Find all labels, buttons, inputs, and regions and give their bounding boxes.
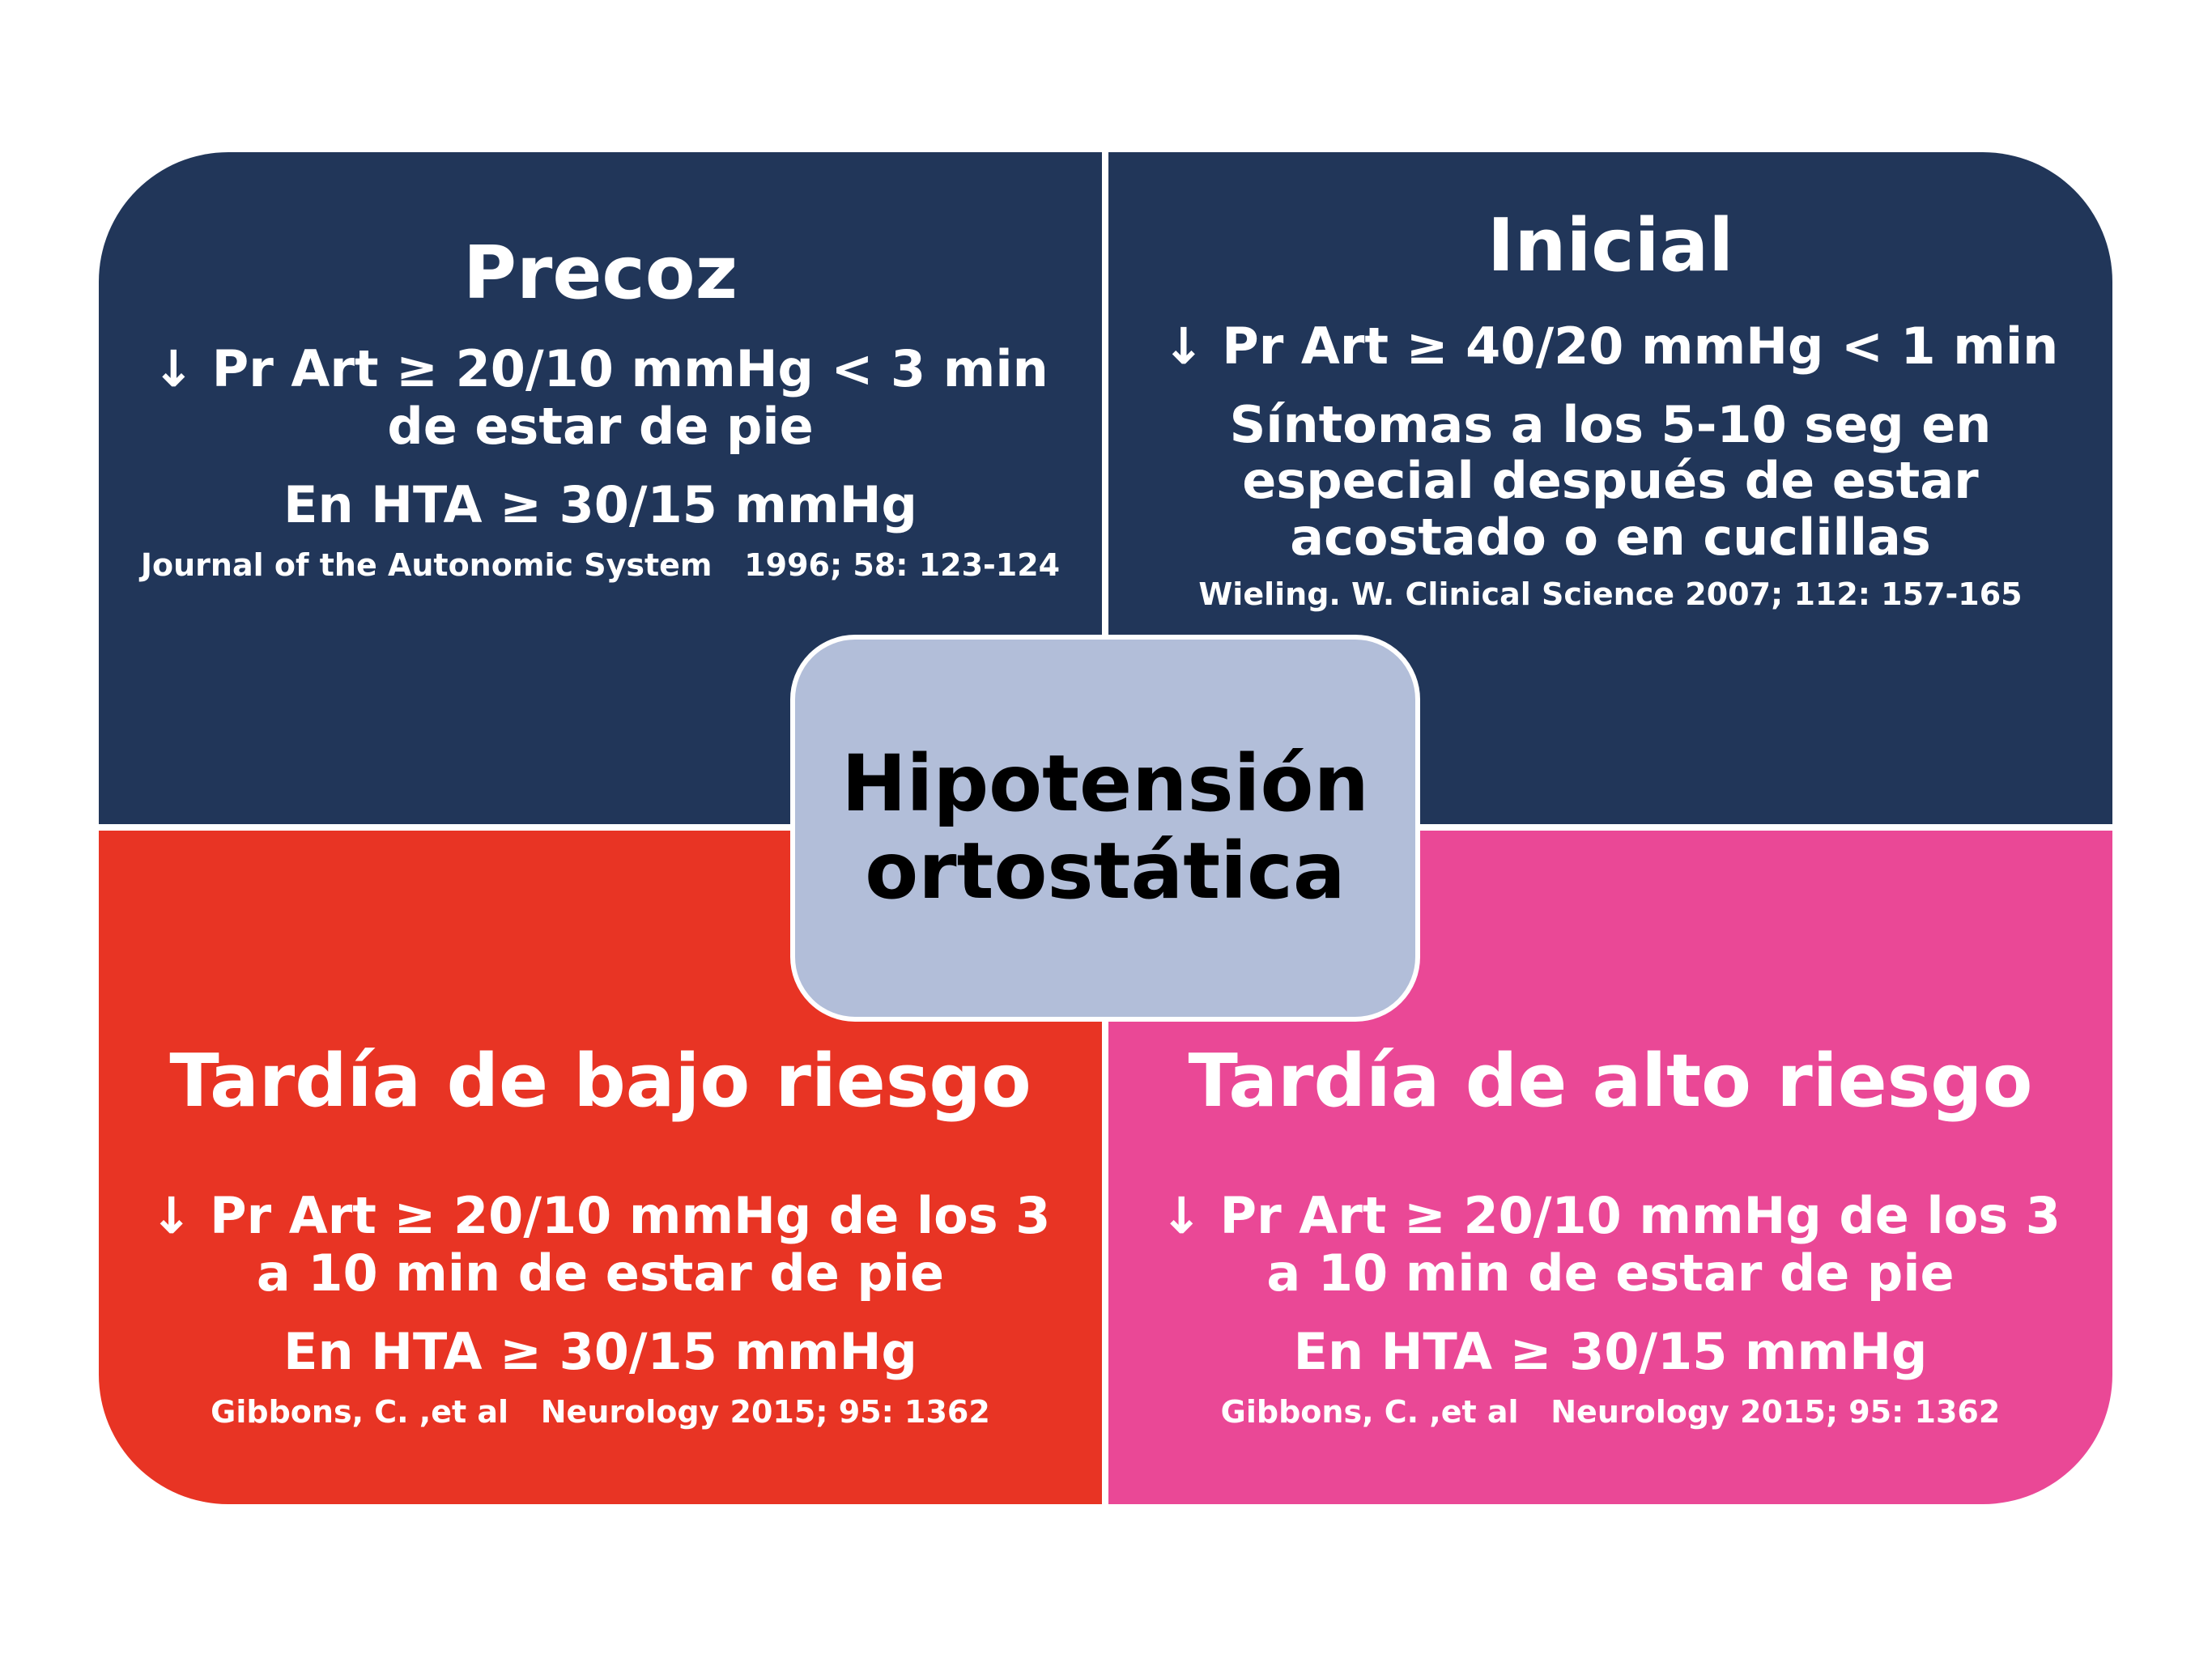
quadrant-title: Tardía de bajo riesgo bbox=[169, 1039, 1032, 1124]
quadrant-title: Inicial bbox=[1487, 203, 1734, 288]
quadrant-reference: Gibbons, C. ,et al Neurology 2015; 95: 1362 bbox=[211, 1394, 990, 1430]
quadrant-criteria: ↓ Pr Art ≥ 20/10 mmHg de los 3 a 10 min de estar de pie bbox=[1160, 1186, 2061, 1303]
quadrant-title: Precoz bbox=[463, 231, 738, 316]
quadrant-reference: Gibbons, C. ,et al Neurology 2015; 95: 1362 bbox=[1220, 1394, 2001, 1430]
center-label: Hipotensión ortostática bbox=[841, 738, 1369, 916]
quadrant-criteria: ↓ Pr Art ≥ 40/20 mmHg < 1 min bbox=[1162, 317, 2059, 376]
quadrant-hta-criteria: En HTA ≥ 30/15 mmHg bbox=[283, 1322, 917, 1381]
quadrant-criteria: ↓ Pr Art ≥ 20/10 mmHg < 3 min de estar de pie bbox=[152, 339, 1049, 457]
quadrant-criteria: ↓ Pr Art ≥ 20/10 mmHg de los 3 a 10 min de estar de pie bbox=[150, 1186, 1051, 1303]
quadrant-hta-criteria: En HTA ≥ 30/15 mmHg bbox=[1293, 1322, 1928, 1381]
quadrant-hta-criteria: En HTA ≥ 30/15 mmHg bbox=[283, 475, 917, 534]
quadrant-title: Tardía de alto riesgo bbox=[1188, 1039, 2033, 1124]
center-label-box bbox=[790, 635, 1420, 1022]
quadrant-reference: Journal of the Autonomic System 1996; 58: 123-124 bbox=[140, 547, 1061, 583]
quadrant-reference: Wieling. W. Clinical Science 2007; 112: 157-165 bbox=[1198, 576, 2023, 612]
quadrant-symptoms: Síntomas a los 5-10 seg en especial después de estar acostado o en cuclillas bbox=[1229, 395, 1992, 567]
